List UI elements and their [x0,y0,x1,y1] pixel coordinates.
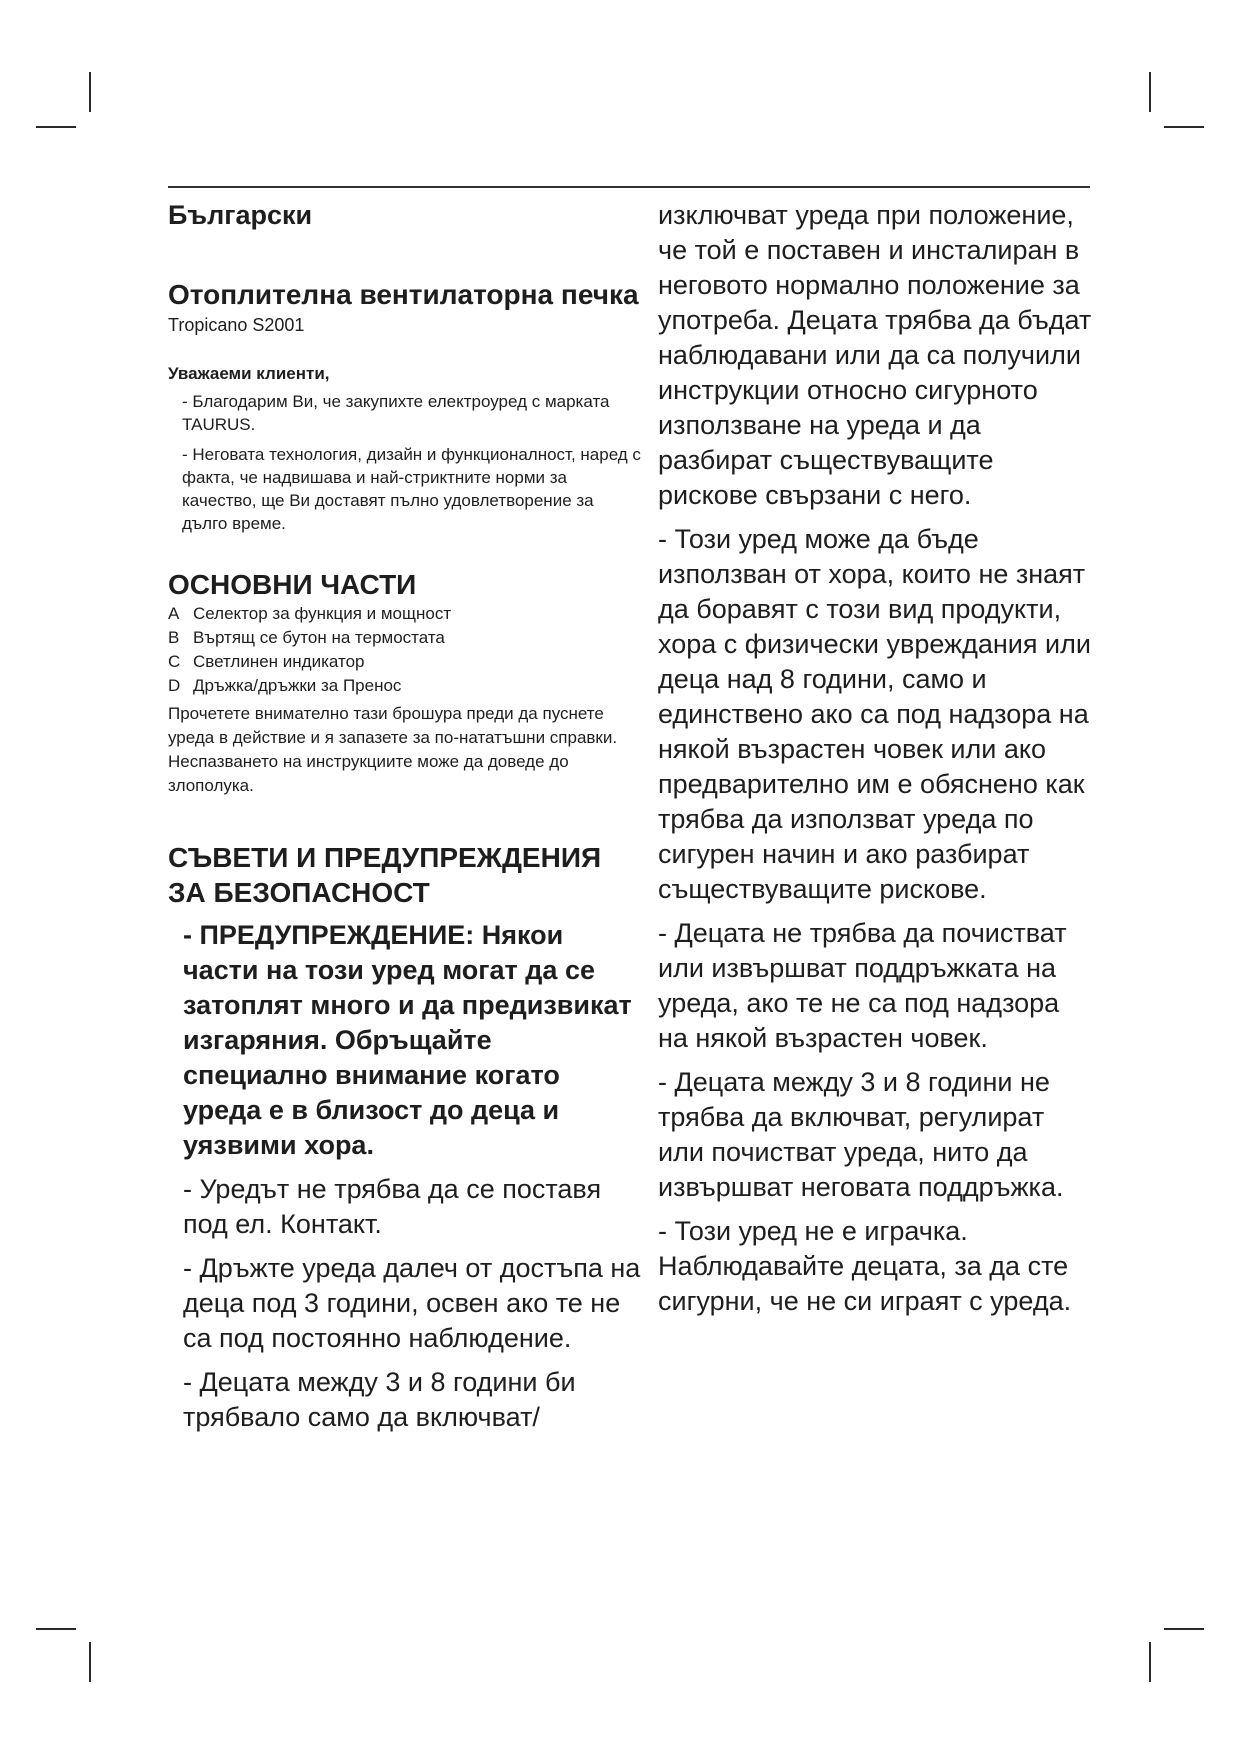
parts-text: Въртящ се бутон на термостата [193,628,445,647]
safety-item: - Уредът не трябва да се поставя под ел. Контакт. [183,1174,602,1239]
crop-mark-bottom-right-vertical [1149,1642,1151,1682]
parts-item [168,602,642,626]
crop-mark-top-left-vertical [89,72,91,112]
crop-mark-bottom-left-vertical [89,1642,91,1682]
safety-item: - Този уред може да бъде използван от хора, които не знаят да боравят с този вид продукти, хора с физически увреждания или деца над 8 години, само и единствено ако са под надзора на някой възрастен човек или ако предварително им е обяснено как трябва да използват уреда по сигурен начин и ако разбират съществуващите рискове. [658,524,1091,904]
left-column [168,196,642,1444]
parts-list [168,602,642,698]
safety-heading: СЪВЕТИ И ПРЕДУПРЕЖДЕНИЯ ЗА БЕЗОПАСНОСТ [168,842,602,908]
crop-mark-bottom-right-horizontal [1164,1628,1204,1630]
safety-item: изключват уреда при положение, че той е поставен и инсталиран в неговото нормално положение за употреба. Децата трябва да бъдат наблюдавани или да са получили инструкции относно сигурното използване на уреда и да разбират съществуващите рискове свързани с него. [658,200,1092,510]
safety-item: - Дръжте уреда далеч от достъпа на деца под 3 години, освен ако те не са под постоянно наблюдение. [183,1253,641,1353]
language-heading: Български [168,200,313,230]
intro-paragraph: - Неговата технология, дизайн и функционалност, наред с факта, че надвишава и най-стриктните норми за качество, ще Ви доставят пълно удовлетворение за дълго време. [182,445,641,533]
crop-mark-top-right-vertical [1149,72,1151,112]
crop-mark-bottom-left-horizontal [36,1628,76,1630]
safety-item: - Този уред не е играчка. Наблюдавайте децата, за да сте сигурни, че не си играят с уреда. [658,1216,1072,1316]
parts-text: Селектор за функция и мощност [193,604,452,623]
safety-item: - Децата между 3 и 8 години би трябвало само да включват/ [183,1367,576,1432]
intro-paragraph: - Благодарим Ви, че закупихте електроуред с марката TAURUS. [182,392,610,434]
parts-item [168,650,642,674]
header-rule [168,186,1090,188]
greeting: Уважаеми клиенти, [168,364,330,383]
product-title: Отоплителна вентилаторна печка [168,279,639,310]
parts-letter: B [168,628,180,647]
parts-letter: A [168,604,180,623]
crop-mark-top-right-horizontal [1164,126,1204,128]
parts-letter: D [168,676,181,695]
parts-text: Светлинен индикатор [193,652,365,671]
crop-mark-top-left-horizontal [36,126,76,128]
safety-warning: - ПРЕДУПРЕЖДЕНИЕ: Някои части на този уред могат да се затоплят много и да предизвикат изгаряния. Обръщайте специално внимание когато уреда е в близост до деца и уязвими хора. [183,920,632,1160]
safety-item: - Децата между 3 и 8 години не трябва да включват, регулират или почистват уреда, нито да извършват неговата поддръжка. [658,1067,1064,1202]
parts-heading: ОСНОВНИ ЧАСТИ [168,569,417,600]
safety-item: - Децата не трябва да почистват или извършват поддръжката на уреда, ако те не са под надзора на някой възрастен човек. [658,918,1067,1053]
parts-item [168,674,642,698]
parts-item [168,626,642,650]
model-name: Tropicano S2001 [168,315,305,335]
parts-letter: C [168,652,181,671]
right-column [658,198,1094,1328]
parts-note: Прочетете внимателно тази брошура преди да пуснете уреда в действие и я запазете за по-нататъшни справки. Неспазването на инструкциите може да доведе до злополука. [168,704,618,795]
parts-text: Дръжка/дръжки за Пренос [193,676,402,695]
